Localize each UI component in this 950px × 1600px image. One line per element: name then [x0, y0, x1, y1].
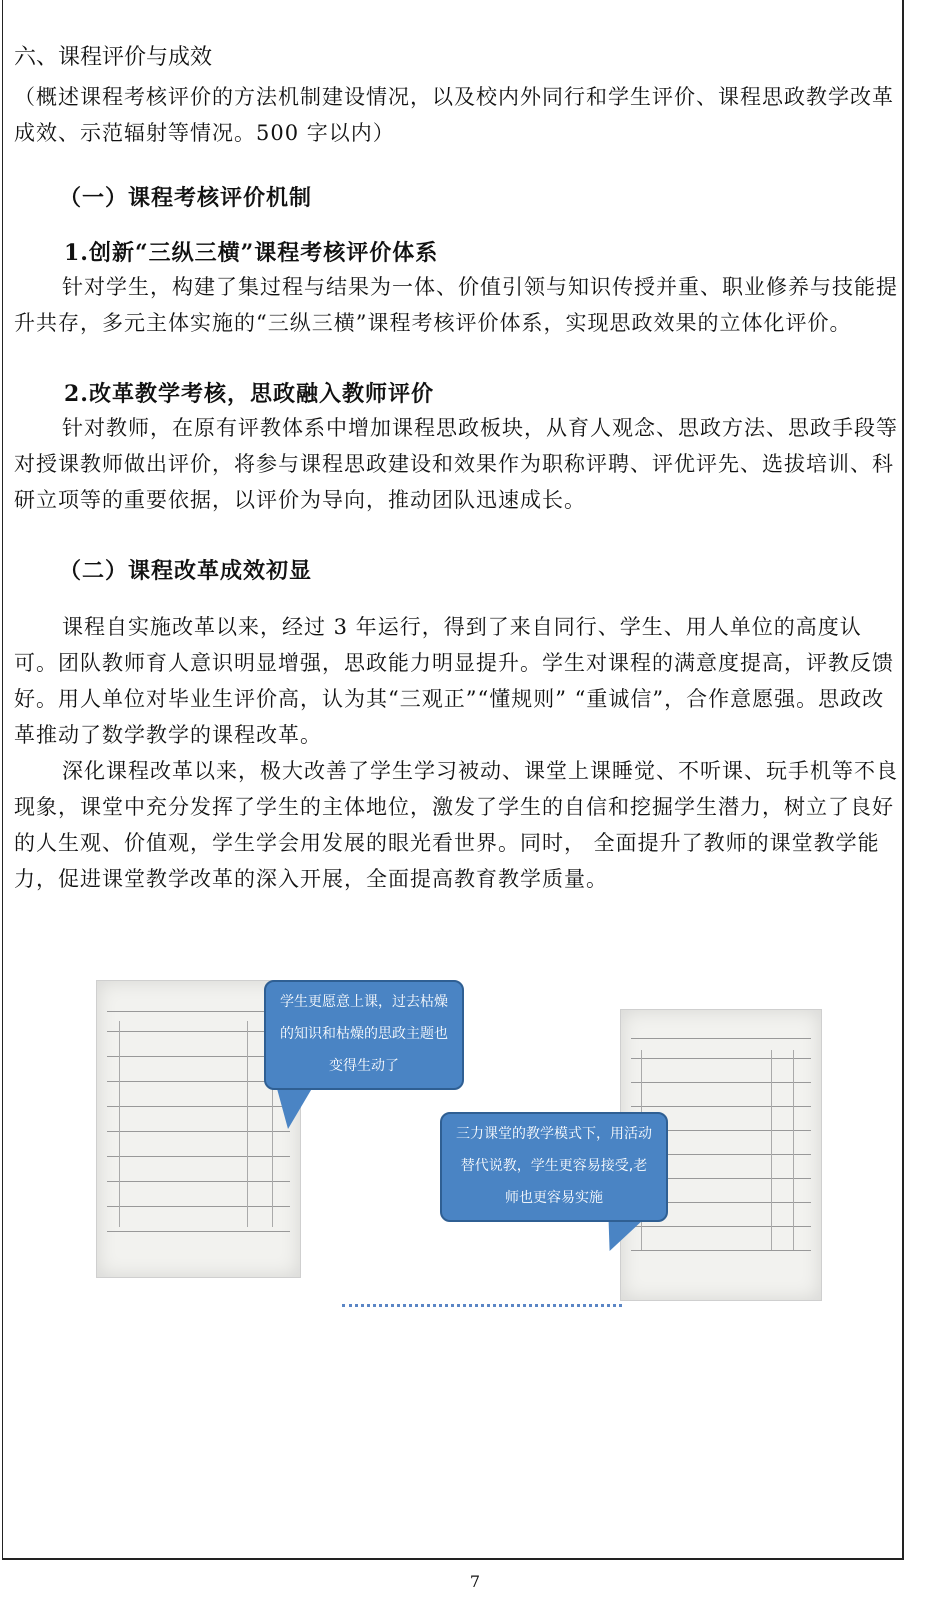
dotted-divider	[342, 1304, 622, 1307]
part2-paragraph-1: 课程自实施改革以来，经过 3 年运行，得到了来自同行、学生、用人单位的高度认可。团队教师育人意识明显增强，思政能力明显提升。学生对课程的满意度提高，评教反馈好。用人单位对毕业生评价高，认为其“三观正”“懂规则” “重诚信”，合作意愿强。思政改革推动了数学教学的课程改革。	[14, 615, 894, 747]
item2-title: 2.改革教学考核，思政融入教师评价	[64, 381, 434, 407]
document-body	[14, 40, 902, 897]
part2-paragraph-2: 深化课程改革以来，极大改善了学生学习被动、课堂上课睡觉、不听课、玩手机等不良现象，课堂中充分发挥了学生的主体地位，激发了学生的自信和挖掘学生潜力，树立了良好的人生观、价值观，学生学会用发展的眼光看世界。同时， 全面提升了教师的课堂教学能力，促进课堂教学改革的深入开展，全面提高教育教学质量。	[14, 759, 898, 891]
item2-text: 针对教师，在原有评教体系中增加课程思政板块，从育人观念、思政方法、思政手段等对授课教师做出评价，将参与课程思政建设和效果作为职称评聘、评优评先、选拔培训、科研立项等的重要依据，以评价为导向，推动团队迅速成长。	[14, 416, 898, 512]
section-title: 六、课程评价与成效	[14, 45, 213, 70]
callout-bubble-1: 学生更愿意上课，过去枯燥的知识和枯燥的思政主题也变得生动了	[264, 980, 464, 1090]
item1-title: 1.创新“三纵三横”课程考核评价体系	[64, 240, 439, 266]
item1-text: 针对学生，构建了集过程与结果为一体、价值引领与知识传授并重、职业修养与技能提升共存，多元主体实施的“三纵三横”课程考核评价体系，实现思政效果的立体化评价。	[14, 275, 898, 335]
part2-title: （二）课程改革成效初显	[59, 558, 313, 584]
callout-1-tail	[276, 1085, 314, 1129]
evaluation-figure	[0, 975, 950, 1335]
part1-title: （一）课程考核评价机制	[59, 185, 313, 211]
callout-bubble-2: 三力课堂的教学模式下，用活动替代说教，学生更容易接受,老师也更容易实施	[440, 1112, 668, 1222]
page-number: 7	[469, 1572, 481, 1591]
section-note: （概述课程考核评价的方法机制建设情况，以及校内外同行和学生评价、课程思政教学改革成效、示范辐射等情况。500 字以内）	[14, 85, 894, 145]
